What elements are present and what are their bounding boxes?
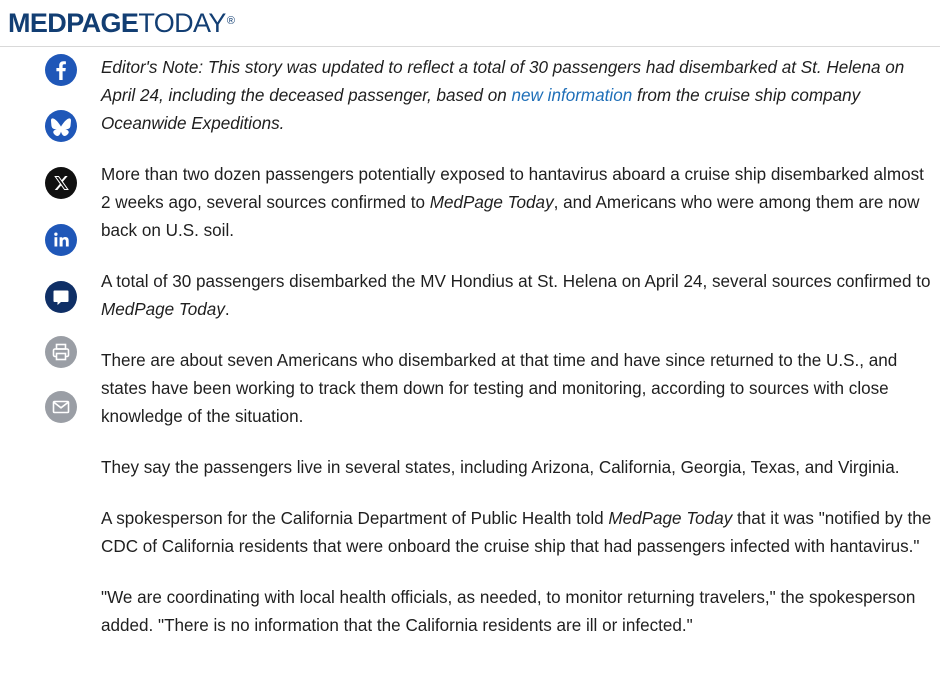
- paragraph-text-end: .: [224, 300, 230, 319]
- publication-name: MedPage Today: [429, 193, 554, 212]
- medpage-today-logo[interactable]: [8, 9, 234, 37]
- logo-registered-mark: ®: [226, 15, 235, 27]
- article-body: [101, 54, 936, 663]
- printer-icon: [45, 336, 77, 368]
- bluesky-share-button[interactable]: [45, 110, 77, 142]
- linkedin-share-button[interactable]: [45, 224, 77, 256]
- linkedin-icon: [45, 224, 77, 256]
- editors-note: [101, 54, 936, 138]
- publication-name: MedPage Today: [101, 300, 225, 319]
- x-share-button[interactable]: [45, 167, 77, 199]
- paragraph-text-end: that it was "notified by the CDC of California residents that were onboard the cruise ship that had passengers infected with hantavirus.": [101, 509, 932, 556]
- print-button[interactable]: [45, 336, 77, 368]
- paragraph-text-end: , and Americans who were among them are now back on U.S. soil.: [101, 193, 920, 240]
- publication-name: MedPage Today: [608, 509, 733, 528]
- article-paragraph-4: They say the passengers live in several states, including Arizona, California, Georgia, Texas, and Virginia.: [101, 458, 900, 477]
- paragraph-text: A spokesperson for the California Department of Public Health told: [101, 509, 609, 528]
- comment-button[interactable]: [45, 281, 77, 313]
- logo-today-text: TODAY: [138, 8, 226, 38]
- article-paragraph-3: There are about seven Americans who disembarked at that time and have since returned to the U.S., and states have been working to track them down for testing and monitoring, according to sources with close knowledge of the situation.: [101, 351, 898, 426]
- article-paragraph-2: [101, 268, 936, 324]
- facebook-share-button[interactable]: [45, 54, 77, 86]
- bluesky-icon: [45, 110, 77, 142]
- new-information-link[interactable]: new information: [511, 86, 633, 105]
- article-paragraph-6: "We are coordinating with local health officials, as needed, to monitor returning travelers," the spokesperson added. "There is no information that the California residents are ill or infected.": [101, 588, 916, 635]
- site-header: [0, 0, 940, 47]
- envelope-icon: [45, 391, 77, 423]
- facebook-icon: [45, 54, 77, 86]
- editors-note-text-end: from the cruise ship company Oceanwide Expeditions.: [101, 86, 861, 133]
- editors-note-text: Editor's Note: This story was updated to reflect a total of 30 passengers had disembarked at St. Helena on April 24, including the deceased passenger, based on: [101, 58, 905, 105]
- email-button[interactable]: [45, 391, 77, 423]
- x-icon: [45, 167, 77, 199]
- article-paragraph-5: [101, 505, 936, 561]
- paragraph-text: More than two dozen passengers potentially exposed to hantavirus aboard a cruise ship disembarked almost 2 weeks ago, several sources confirmed to: [101, 165, 924, 212]
- logo-med-text: MEDPAGE: [8, 8, 139, 38]
- article-paragraph-1: [101, 161, 936, 245]
- comment-icon: [45, 281, 77, 313]
- paragraph-text: A total of 30 passengers disembarked the MV Hondius at St. Helena on April 24, several sources confirmed to: [101, 272, 931, 291]
